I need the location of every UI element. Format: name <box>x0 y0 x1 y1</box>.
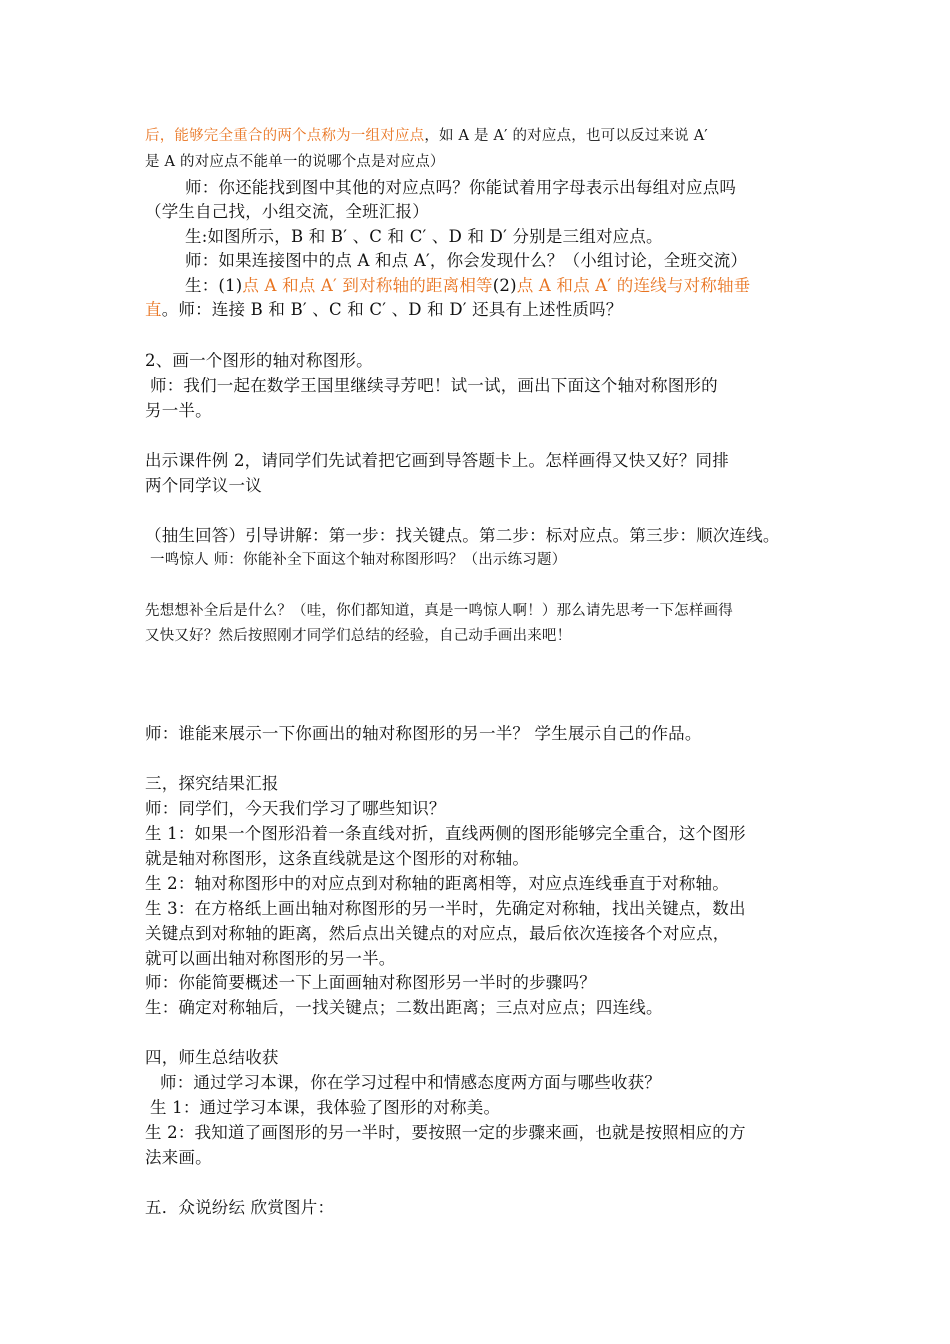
paragraph-line: 先想想补全后是什么？（哇，你们都知道，真是一鸣惊人啊！）那么请先思考一下怎样画得 <box>145 603 733 619</box>
highlighted-text: 直 <box>145 300 162 319</box>
paragraph-line: 法来画。 <box>145 1148 212 1167</box>
paragraph-line: 生 3：在方格纸上画出轴对称图形的另一半时，先确定对称轴，找出关键点，数出 <box>145 899 746 918</box>
paragraph-line: 是 A 的对应点不能单一的说哪个点是对应点） <box>145 154 445 170</box>
section-heading: 三，探究结果汇报 <box>145 774 279 793</box>
paragraph-line: 生 2：轴对称图形中的对应点到对称轴的距离相等，对应点连线垂直于对称轴。 <box>145 874 729 893</box>
paragraph-line: 生 1：通过学习本课，我体验了图形的对称美。 <box>150 1098 501 1117</box>
paragraph-line <box>145 124 815 148</box>
paragraph-line: 师：如果连接图中的点 A 和点 A′，你会发现什么？（小组讨论，全班交流） <box>185 251 748 270</box>
paragraph-line: 又快又好？然后按照刚才同学们总结的经验，自己动手画出来吧！ <box>145 628 572 644</box>
highlighted-text: 点 A 和点 A′ 到对称轴的距离相等 <box>242 276 493 295</box>
paragraph-line: 关键点到对称轴的距离，然后点出关键点的对应点，最后依次连接各个对应点， <box>145 924 730 943</box>
paragraph-line: 生：确定对称轴后，一找关键点；二数出距离；三点对应点；四连线。 <box>145 998 663 1017</box>
paragraph-line: 就可以画出轴对称图形的另一半。 <box>145 949 396 968</box>
paragraph-line: 师：通过学习本课，你在学习过程中和情感态度两方面与哪些收获？ <box>160 1073 661 1092</box>
paragraph-line: 师：我们一起在数学王国里继续寻芳吧！试一试，画出下面这个轴对称图形的 <box>150 376 718 395</box>
paragraph-line: 生:如图所示，B 和 B′ 、C 和 C′ 、D 和 D′ 分别是三组对应点。 <box>185 227 663 246</box>
highlighted-text: 点 A 和点 A′ 的连线与对称轴垂 <box>516 276 751 295</box>
text-segment: (2) <box>492 276 517 295</box>
paragraph-line: 师：你还能找到图中其他的对应点吗？你能试着用字母表示出每组对应点吗 <box>185 178 737 197</box>
paragraph-line: 两个同学议一议 <box>145 476 262 495</box>
paragraph-line: 师：谁能来展示一下你画出的轴对称图形的另一半？ 学生展示自己的作品。 <box>145 724 702 743</box>
paragraph-line <box>185 274 855 298</box>
section-heading: 2、画一个图形的轴对称图形。 <box>145 351 373 370</box>
paragraph-line: 师：你能简要概述一下上面画轴对称图形另一半时的步骤吗？ <box>145 973 596 992</box>
paragraph-line: 另一半。 <box>145 401 212 420</box>
section-heading: 四，师生总结收获 <box>145 1048 279 1067</box>
text-segment: 生：(1) <box>185 276 243 295</box>
paragraph-line <box>145 298 815 322</box>
paragraph-line: 一鸣惊人 师：你能补全下面这个轴对称图形吗？（出示练习题） <box>150 552 567 568</box>
paragraph-line: 就是轴对称图形，这条直线就是这个图形的对称轴。 <box>145 849 530 868</box>
paragraph-line: （学生自己找，小组交流，全班汇报） <box>145 202 429 221</box>
text-segment: ，如 A 是 A′ 的对应点，也可以反过来说 A′ <box>424 128 708 144</box>
section-heading: 五．众说纷纭 欣赏图片： <box>145 1198 335 1217</box>
text-segment: 。师：连接 B 和 B′ 、C 和 C′ 、D 和 D′ 还具有上述性质吗？ <box>161 300 623 319</box>
paragraph-line: （抽生回答）引导讲解：第一步：找关键点。第二步：标对应点。第三步：顺次连线。 <box>145 526 780 545</box>
paragraph-line: 生 2：我知道了画图形的另一半时，要按照一定的步骤来画，也就是按照相应的方 <box>145 1123 746 1142</box>
paragraph-line: 师：同学们，今天我们学习了哪些知识？ <box>145 799 446 818</box>
paragraph-line: 生 1：如果一个图形沿着一条直线对折，直线两侧的图形能够完全重合，这个图形 <box>145 824 746 843</box>
paragraph-line: 出示课件例 2，请同学们先试着把它画到导答题卡上。怎样画得又快又好？同排 <box>145 451 729 470</box>
highlighted-text: 后，能够完全重合的两个点称为一组对应点 <box>145 128 425 144</box>
